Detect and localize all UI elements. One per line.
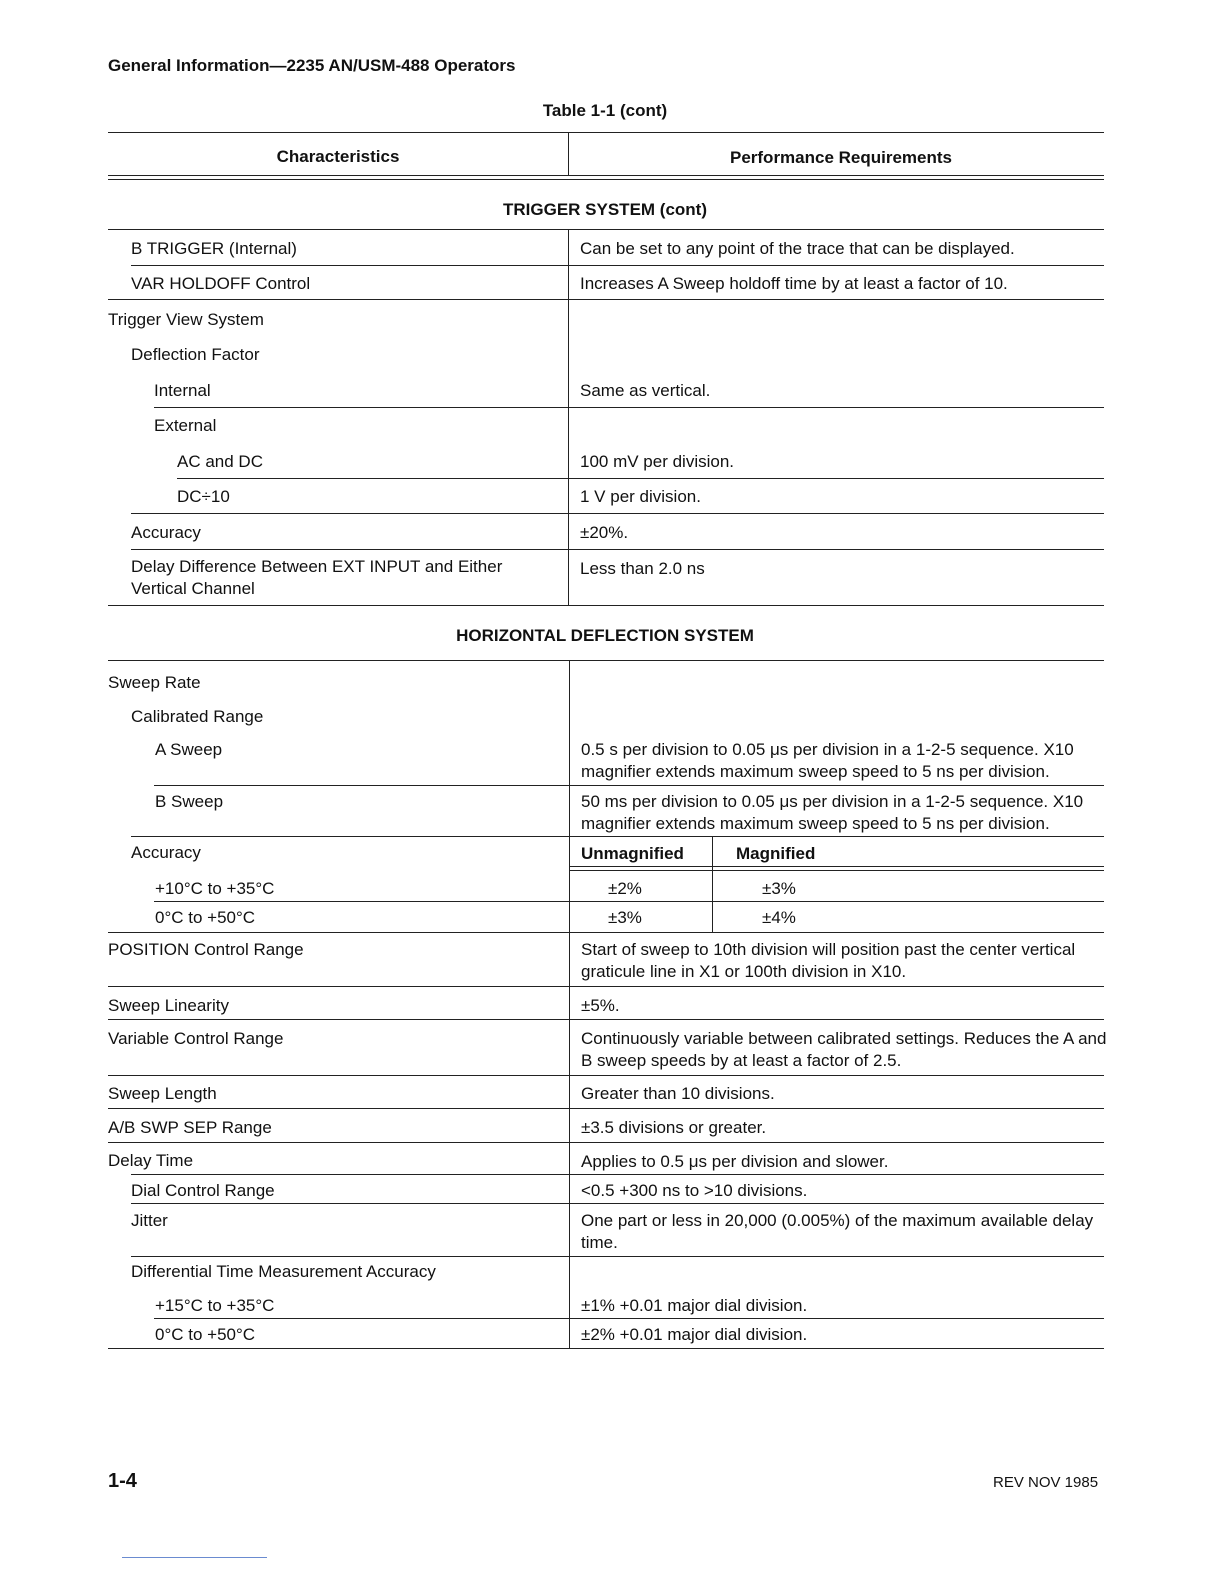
value-b-sweep: 50 ms per division to 0.05 μs per division in a 1-2-5 sequence. X10 magnifier extends maximum sweep speed to 5 ns per division. xyxy=(581,792,1084,833)
value-acc-range-2-unmag: ±3% xyxy=(608,908,642,927)
value-dt-range-2: ±2% +0.01 major dial division. xyxy=(581,1325,808,1344)
label-dt-range-1: +15°C to +35°C xyxy=(155,1296,275,1315)
section-horizontal-deflection: HORIZONTAL DEFLECTION SYSTEM xyxy=(456,626,754,645)
value-ab-swp-sep: ±3.5 divisions or greater. xyxy=(581,1118,767,1137)
value-dial-control: <0.5 +300 ns to >10 divisions. xyxy=(581,1181,808,1200)
value-dc-div10: 1 V per division. xyxy=(580,487,701,506)
label-variable-control: Variable Control Range xyxy=(108,1029,284,1048)
rule xyxy=(177,478,1104,479)
section-trigger-system: TRIGGER SYSTEM (cont) xyxy=(503,200,707,219)
page-number: 1-4 xyxy=(108,1470,137,1492)
label-sweep-linearity: Sweep Linearity xyxy=(108,996,229,1015)
label-position-control: POSITION Control Range xyxy=(108,940,304,959)
rule xyxy=(131,513,1104,514)
value-position-control: Start of sweep to 10th division will position past the center vertical graticule line in X1 or 100th division in X10. xyxy=(581,940,1076,981)
bottom-link-underline xyxy=(122,1557,267,1558)
value-acc-range-1-unmag: ±2% xyxy=(608,879,642,898)
rule xyxy=(108,660,1104,661)
rule xyxy=(108,605,1104,606)
value-acc-range-1-mag: ±3% xyxy=(762,879,796,898)
value-acc-range-2-mag: ±4% xyxy=(762,908,796,927)
value-jitter: One part or less in 20,000 (0.005%) of the maximum available delay time. xyxy=(581,1211,1094,1252)
rule xyxy=(131,1256,1104,1257)
column-header-performance: Performance Requirements xyxy=(729,148,953,167)
accuracy-subdivider xyxy=(712,836,713,932)
label-calibrated-range: Calibrated Range xyxy=(131,707,264,726)
label-acc-range-1: +10°C to +35°C xyxy=(155,879,275,898)
header-rule-1 xyxy=(108,175,1104,176)
label-dc-div10: DC÷10 xyxy=(177,487,230,506)
label-external: External xyxy=(154,416,217,435)
revision-date: REV NOV 1985 xyxy=(993,1474,1099,1491)
label-acc-range-2: 0°C to +50°C xyxy=(155,908,256,927)
subheader-unmagnified: Unmagnified xyxy=(581,844,684,863)
rule xyxy=(108,1075,1104,1076)
label-var-holdoff: VAR HOLDOFF Control xyxy=(131,274,311,293)
value-sweep-linearity: ±5%. xyxy=(581,996,620,1015)
value-ac-dc: 100 mV per division. xyxy=(580,452,735,471)
value-internal: Same as vertical. xyxy=(580,381,711,400)
label-dt-range-2: 0°C to +50°C xyxy=(155,1325,256,1344)
table-bottom-rule xyxy=(108,1348,1104,1349)
column-divider-horizontal xyxy=(569,660,570,1348)
value-var-holdoff: Increases A Sweep holdoff time by at least a factor of 10. xyxy=(580,274,1008,293)
label-ab-swp-sep: A/B SWP SEP Range xyxy=(108,1118,272,1137)
label-trigger-view-system: Trigger View System xyxy=(108,310,264,329)
label-jitter: Jitter xyxy=(131,1211,168,1230)
label-delay-time: Delay Time xyxy=(108,1151,194,1170)
rule xyxy=(569,866,1104,867)
rule xyxy=(108,1108,1104,1109)
rule xyxy=(131,1174,1104,1175)
value-dt-range-1: ±1% +0.01 major dial division. xyxy=(581,1296,808,1315)
value-a-sweep: 0.5 s per division to 0.05 μs per division in a 1-2-5 sequence. X10 magnifier extends maximum sweep speed to 5 ns per division. xyxy=(581,740,1074,781)
rule xyxy=(131,265,1104,266)
rule xyxy=(108,1142,1104,1143)
header-rule-2 xyxy=(108,179,1104,180)
rule xyxy=(154,785,1104,786)
column-header-characteristics: Characteristics xyxy=(276,147,400,166)
header-divider xyxy=(568,132,569,176)
value-trigger-accuracy: ±20%. xyxy=(580,523,629,542)
label-sweep-rate: Sweep Rate xyxy=(108,673,201,692)
label-deflection-factor: Deflection Factor xyxy=(131,345,260,364)
subheader-magnified: Magnified xyxy=(736,844,816,863)
label-b-trigger: B TRIGGER (Internal) xyxy=(131,239,297,258)
table-top-rule xyxy=(108,132,1104,133)
label-internal: Internal xyxy=(154,381,211,400)
rule xyxy=(108,229,1104,230)
label-sweep-length: Sweep Length xyxy=(108,1084,217,1103)
value-delay-time: Applies to 0.5 μs per division and slower. xyxy=(581,1152,889,1171)
rule xyxy=(154,1318,1104,1319)
label-delay-difference: Delay Difference Between EXT INPUT and Either Vertical Channel xyxy=(131,557,503,598)
label-b-sweep: B Sweep xyxy=(155,792,224,811)
rule xyxy=(108,932,1104,933)
label-horizontal-accuracy: Accuracy xyxy=(131,843,201,862)
rule xyxy=(108,986,1104,987)
rule xyxy=(154,901,1104,902)
table-title: Table 1-1 (cont) xyxy=(542,101,668,120)
rule xyxy=(569,870,1104,871)
label-dial-control: Dial Control Range xyxy=(131,1181,275,1200)
label-ac-dc: AC and DC xyxy=(177,452,263,471)
label-differential-time: Differential Time Measurement Accuracy xyxy=(131,1262,436,1281)
value-variable-control: Continuously variable between calibrated settings. Reduces the A and B sweep speeds by at least a factor of 2.5. xyxy=(581,1029,1107,1070)
label-trigger-accuracy: Accuracy xyxy=(131,523,201,542)
rule xyxy=(108,299,1104,300)
value-b-trigger: Can be set to any point of the trace that can be displayed. xyxy=(580,239,1015,258)
rule xyxy=(131,836,1104,837)
rule xyxy=(108,1019,1104,1020)
value-delay-difference: Less than 2.0 ns xyxy=(580,559,705,578)
running-header: General Information—2235 AN/USM-488 Operators xyxy=(108,56,516,75)
rule xyxy=(131,549,1104,550)
rule xyxy=(131,1203,1104,1204)
rule xyxy=(154,407,1104,408)
label-a-sweep: A Sweep xyxy=(155,740,223,759)
value-sweep-length: Greater than 10 divisions. xyxy=(581,1084,775,1103)
